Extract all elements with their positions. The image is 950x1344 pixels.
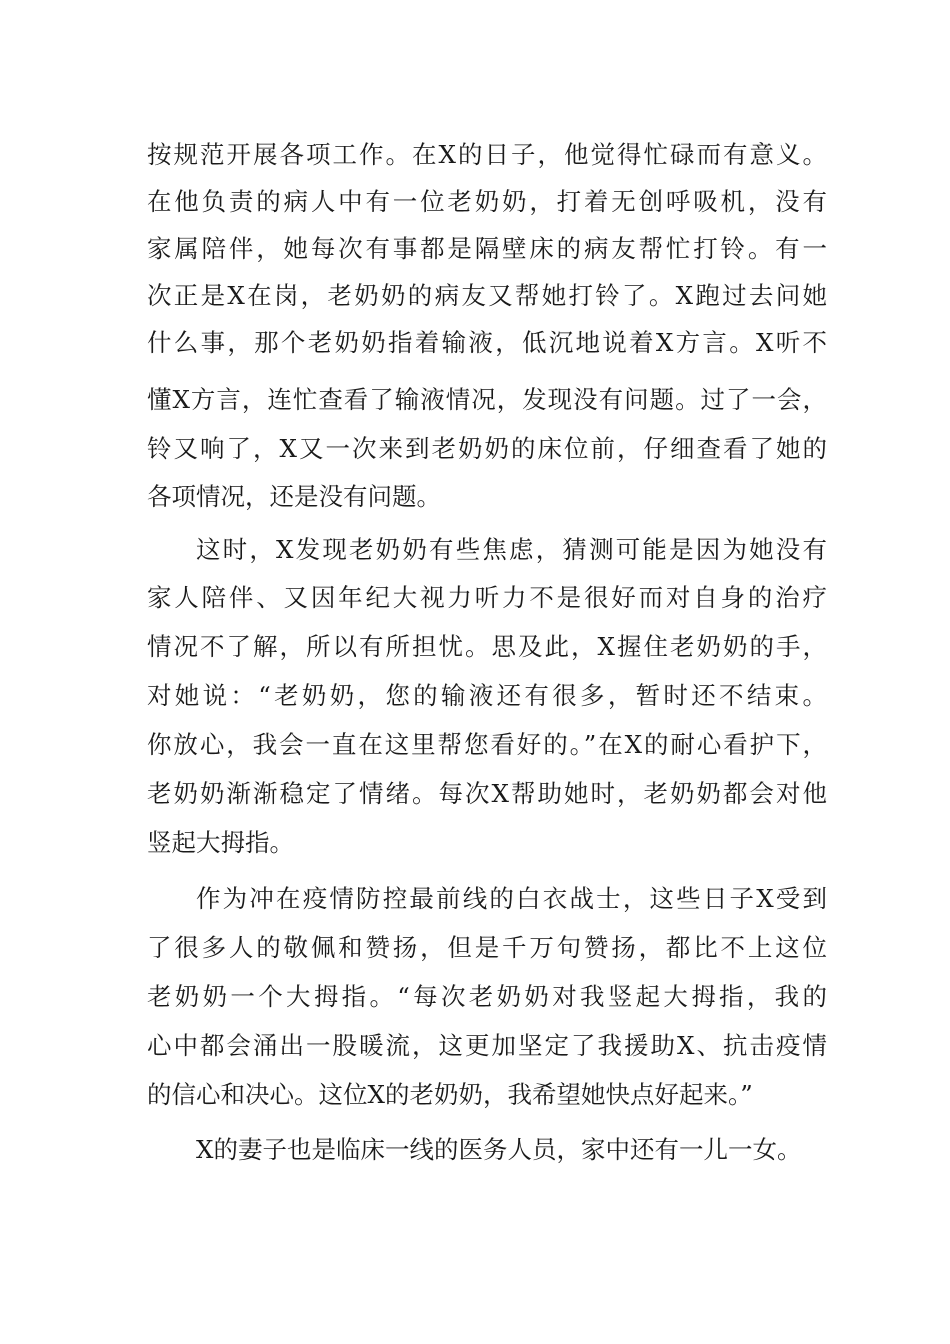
paragraph-1-line-8: 各项情况，还是没有问题。	[147, 482, 441, 511]
paragraph-1-line-2: 在他负责的病人中有一位老奶奶，打着无创呼吸机，没有	[147, 187, 827, 216]
paragraph-4-line-1: X的妻子也是临床一线的医务人员，家中还有一儿一女。	[196, 1135, 802, 1164]
paragraph-3-line-5: 的信心和决心。这位X的老奶奶，我希望她快点好起来。”	[147, 1080, 753, 1109]
paragraph-3-line-2: 了很多人的敬佩和赞扬，但是千万句赞扬，都比不上这位	[147, 933, 827, 962]
paragraph-2-line-2: 家人陪伴、又因年纪大视力听力不是很好而对自身的治疗	[147, 583, 827, 612]
paragraph-1-line-3: 家属陪伴，她每次有事都是隔壁床的病友帮忙打铃。有一	[147, 234, 827, 263]
paragraph-3-line-1: 作为冲在疫情防控最前线的白衣战士，这些日子X受到	[196, 884, 827, 913]
paragraph-1-line-7: 铃又响了，X又一次来到老奶奶的床位前，仔细查看了她的	[147, 434, 827, 463]
paragraph-3-line-3: 老奶奶一个大拇指。“每次老奶奶对我竖起大拇指，我的	[147, 982, 827, 1011]
paragraph-2-line-7: 竖起大拇指。	[147, 828, 294, 857]
paragraph-1-line-5: 什么事，那个老奶奶指着输液，低沉地说着X方言。X听不	[147, 328, 827, 357]
paragraph-1-line-4: 次正是X在岗，老奶奶的病友又帮她打铃了。X跑过去问她	[147, 281, 827, 310]
paragraph-1-line-6: 懂X方言，连忙查看了输液情况，发现没有问题。过了一会，	[147, 385, 827, 414]
paragraph-1-line-1: 按规范开展各项工作。在X的日子，他觉得忙碌而有意义。	[147, 140, 827, 169]
paragraph-2-line-1: 这时，X发现老奶奶有些焦虑，猜测可能是因为她没有	[196, 535, 827, 564]
paragraph-2-line-4: 对她说：“老奶奶，您的输液还有很多，暂时还不结束。	[147, 681, 827, 710]
paragraph-2-line-5: 你放心，我会一直在这里帮您看好的。”在X的耐心看护下，	[147, 730, 827, 759]
paragraph-2-line-3: 情况不了解，所以有所担忧。思及此，X握住老奶奶的手，	[147, 632, 827, 661]
paragraph-2-line-6: 老奶奶渐渐稳定了情绪。每次X帮助她时，老奶奶都会对他	[147, 779, 827, 808]
paragraph-3-line-4: 心中都会涌出一股暖流，这更加坚定了我援助X、抗击疫情	[147, 1031, 827, 1060]
